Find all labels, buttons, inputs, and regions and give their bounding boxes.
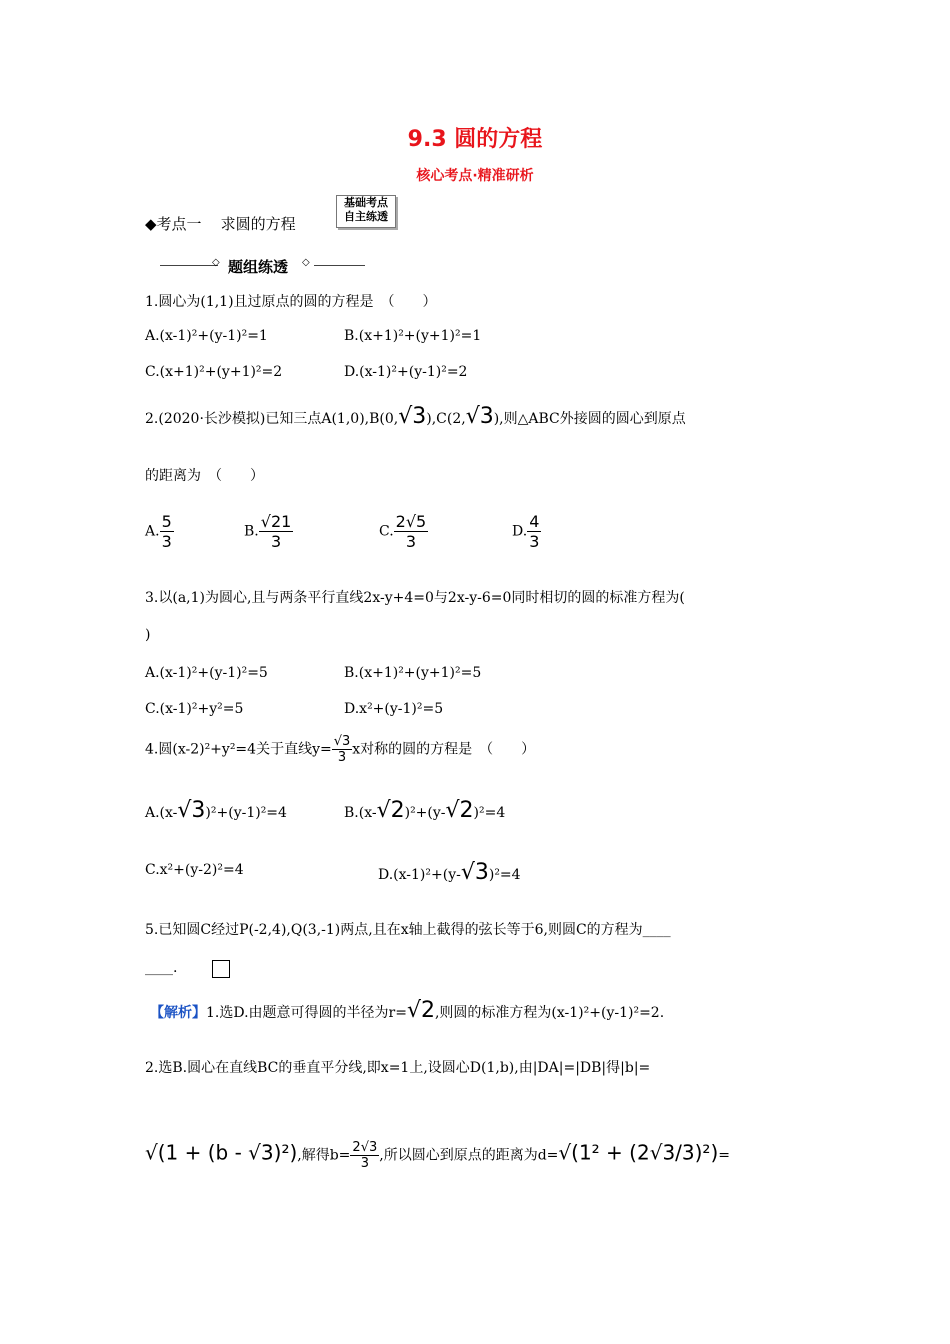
question-1-stem: 1.圆心为(1,1)且过原点的圆的方程是 （ ） <box>145 294 437 310</box>
question-5-stem-line2: ____. <box>145 960 178 976</box>
q3-option-c: C.(x-1)²+y²=5 <box>145 701 244 717</box>
badge-line: 自主练透 <box>344 210 388 223</box>
q4-option-b: B.(x-√2)²+(y-√2)²=4 <box>344 798 506 823</box>
q4-option-c: C.x²+(y-2)²=4 <box>145 862 244 878</box>
q2-option-d: D. $\frac{4}{3}$ <box>512 512 540 551</box>
sqrt-expression: √(1 + (b - √3)²) <box>145 1140 298 1165</box>
solution-tag: 【解析】 <box>150 1005 206 1021</box>
q2-option-c: C. $\frac{2√5}{3}$ <box>379 512 427 551</box>
solution-1: 【解析】1.选D.由题意可得圆的半径为r=√2,则圆的标准方程为(x-1)²+(y-1)²=2. <box>150 998 665 1023</box>
section-heading <box>145 213 296 234</box>
question-3-stem: 3.以(a,1)为圆心,且与两条平行直线2x-y+4=0与2x-y-6=0同时相切的圆的标准方程为( <box>145 590 685 606</box>
solution-2-line1: 2.选B.圆心在直线BC的垂直平分线,即x=1上,设圆心D(1,b),由|DA|=|DB|得|b|= <box>145 1060 651 1076</box>
page-title: 9.3 圆的方程 <box>407 127 543 152</box>
q2-option-b: B. $\frac{√21}{3}$ <box>244 512 292 551</box>
q4-option-d: D.(x-1)²+(y-√3)²=4 <box>378 860 521 885</box>
solution-2-line2: √(1 + (b - √3)²),解得b= $\frac{2√3}{3}$ ,所以圆心到原点的距离为d=√(1² + (2√3/3)²)= <box>145 1140 730 1171</box>
group-label: 题组练透 <box>228 258 289 276</box>
answer-box[interactable] <box>212 960 230 978</box>
page-subtitle: 核心考点·精准研析 <box>416 168 534 184</box>
sqrt3: √3 <box>398 404 427 429</box>
q4-option-a: A.(x-√3)²+(y-1)²=4 <box>145 798 287 823</box>
section-badge <box>336 195 396 228</box>
question-5-stem: 5.已知圆C经过P(-2,4),Q(3,-1)两点,且在x轴上截得的弦长等于6,则圆C的方程为____ <box>145 922 671 938</box>
divider-line <box>314 265 365 266</box>
diamond-icon: ◇ <box>212 257 220 268</box>
question-4-stem: 4.圆(x-2)²+y²=4关于直线y= $\frac{√3}{3}$ x对称的圆的方程是 （ ） <box>145 734 536 765</box>
q1-option-c: C.(x+1)²+(y+1)²=2 <box>145 364 283 380</box>
section-label: 考点一 <box>156 215 202 233</box>
question-2-stem: 2.(2020·长沙模拟)已知三点A(1,0),B(0,√3),C(2,√3),则△ABC外接圆的圆心到原点 <box>145 404 686 429</box>
sqrt3: √3 <box>465 404 494 429</box>
q1-option-b: B.(x+1)²+(y+1)²=1 <box>344 328 482 344</box>
badge-line: 基础考点 <box>344 196 388 209</box>
q3-option-a: A.(x-1)²+(y-1)²=5 <box>145 665 268 681</box>
group-divider <box>160 256 365 276</box>
question-2-stem-line2: 的距离为 （ ） <box>145 468 264 484</box>
q1-option-a: A.(x-1)²+(y-1)²=1 <box>145 328 268 344</box>
question-3-stem-line2: ) <box>145 627 151 643</box>
divider-line <box>160 265 218 266</box>
distance-expression: √(1² + (2√3/3)²) <box>558 1140 719 1165</box>
q1-option-d: D.(x-1)²+(y-1)²=2 <box>344 364 468 380</box>
q3-option-b: B.(x+1)²+(y+1)²=5 <box>344 665 482 681</box>
q3-option-d: D.x²+(y-1)²=5 <box>344 701 444 717</box>
diamond-icon: ◆ <box>145 215 157 233</box>
diamond-icon: ◇ <box>302 257 310 268</box>
q2-option-a: A. $\frac{5}{3}$ <box>145 512 172 551</box>
section-name: 求圆的方程 <box>220 215 296 233</box>
